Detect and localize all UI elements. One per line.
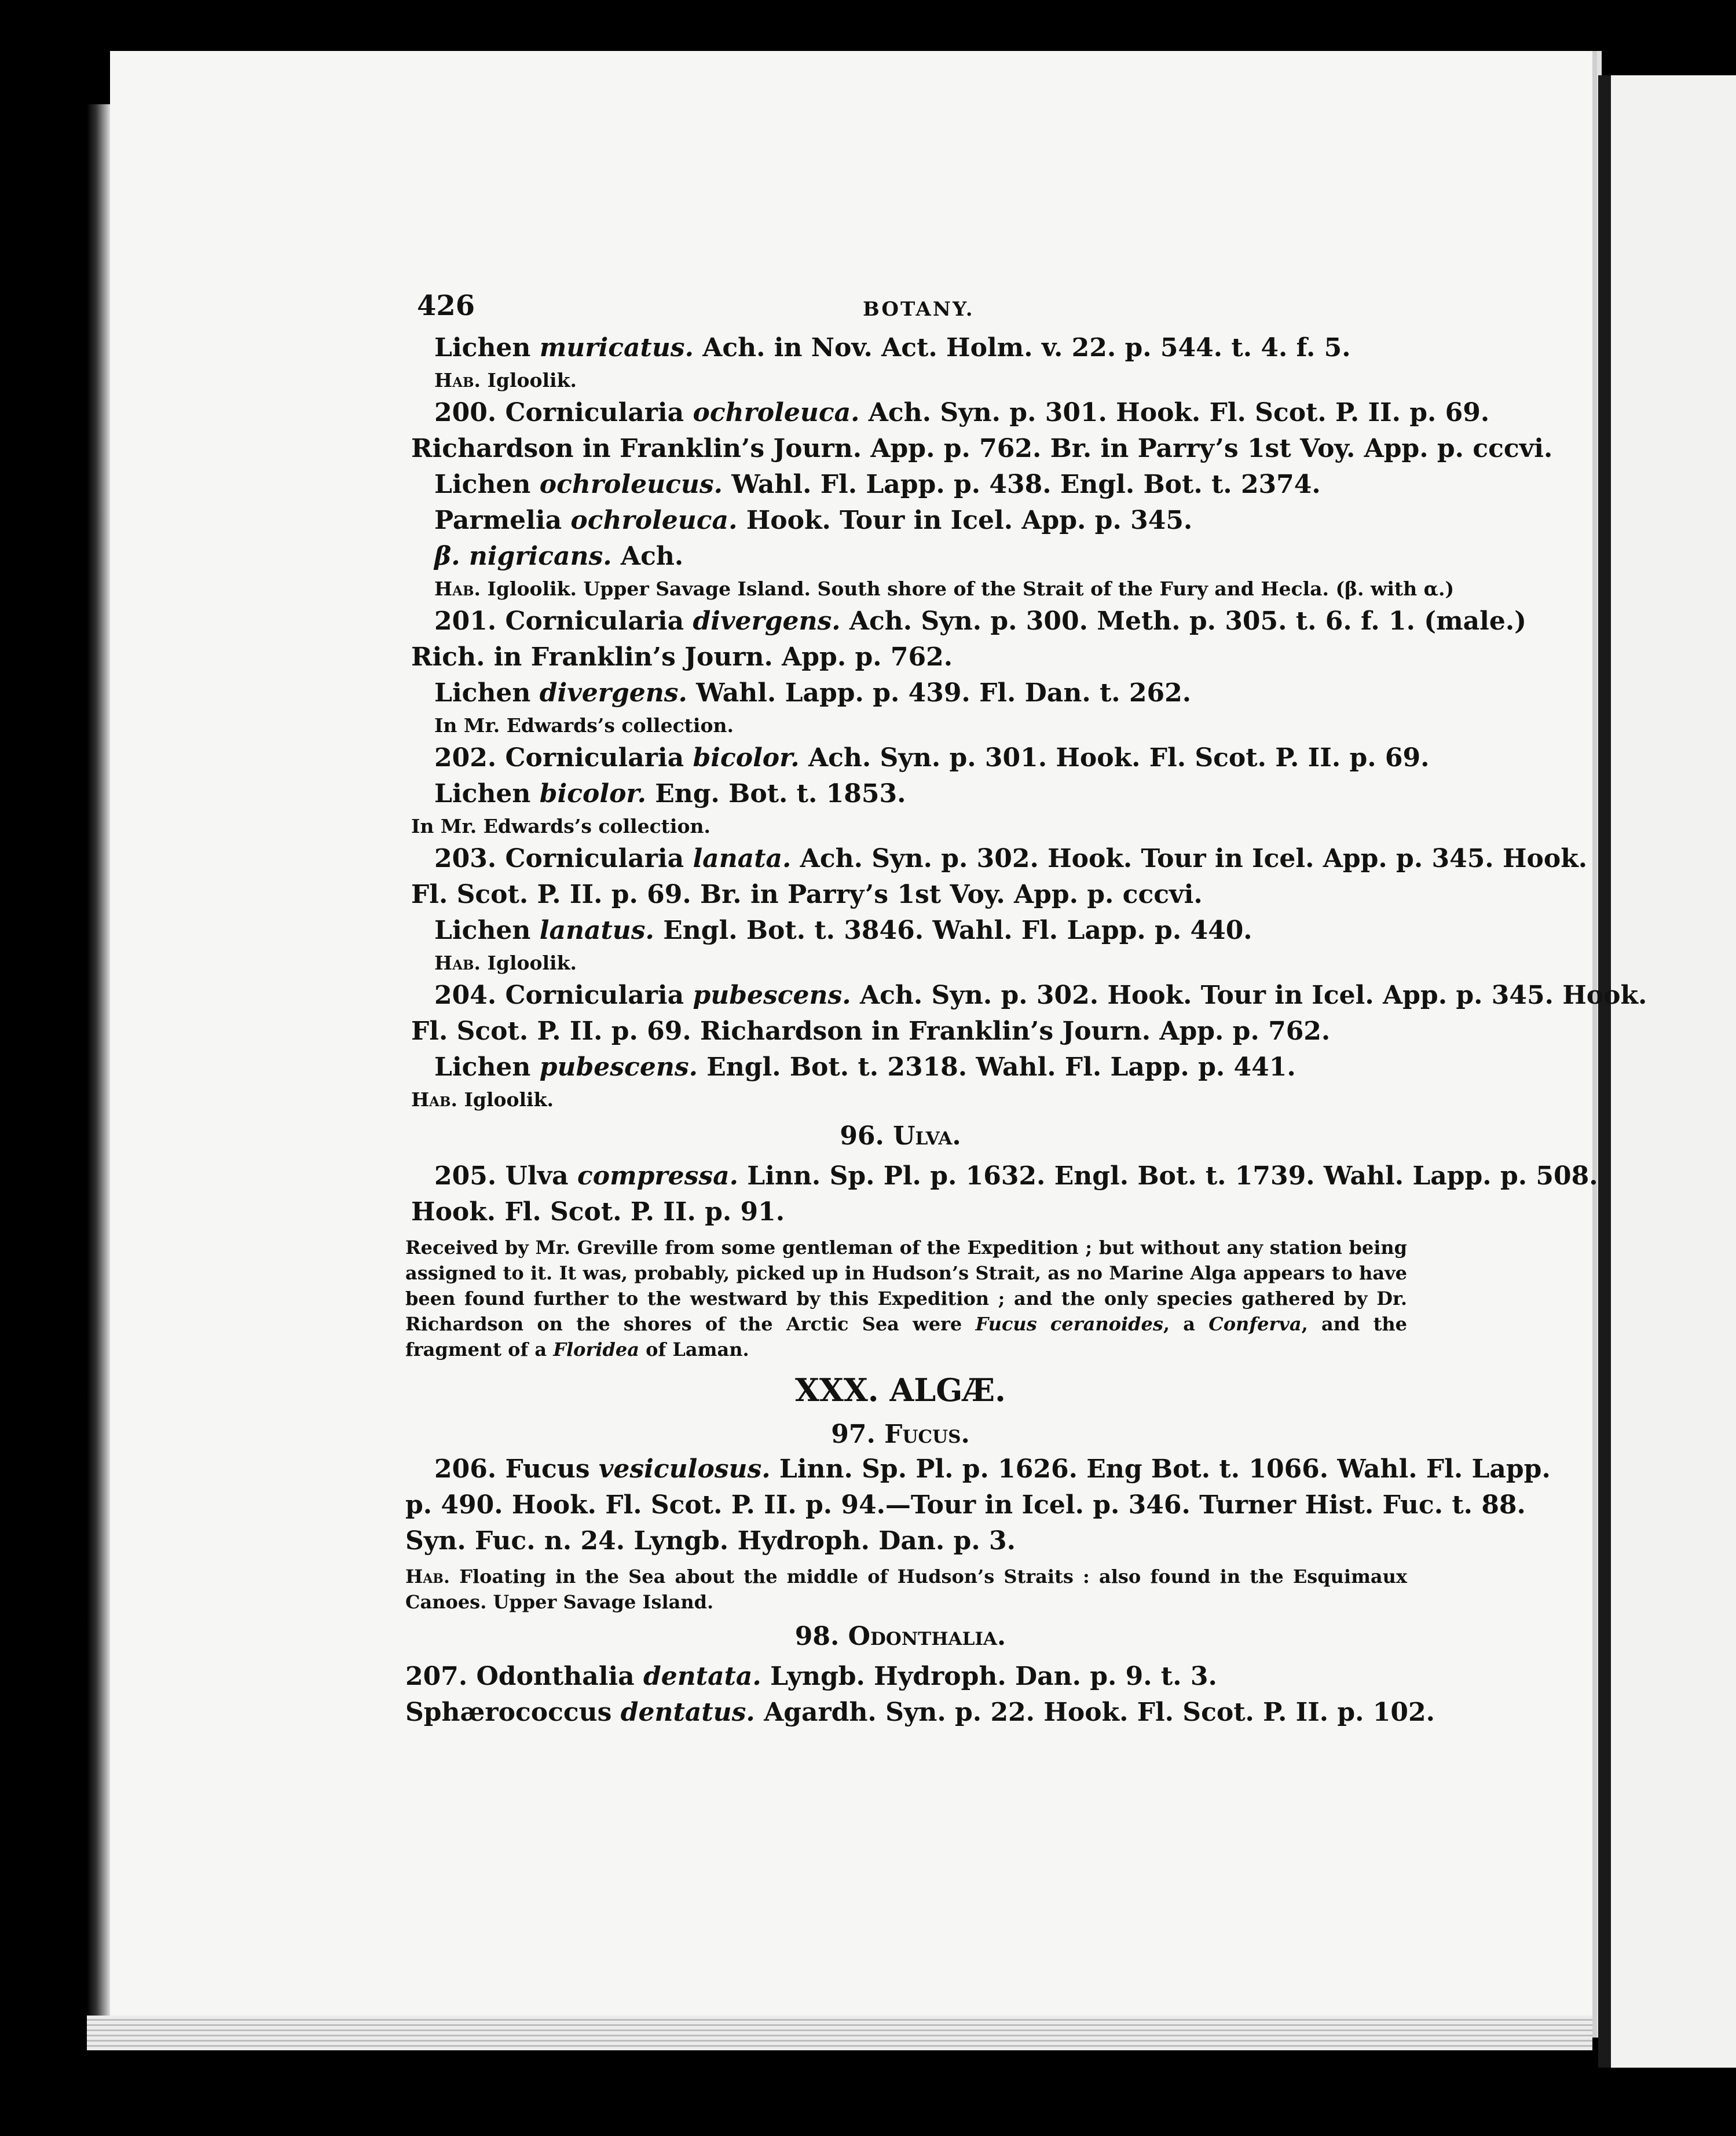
page-number: 426 [417,290,475,322]
book-gutter-shadow [87,104,110,2027]
fucus-habitat: Hab. Floating in the Sea about the middle of Hudson’s Straits : also found in the Esquimaux Canoes. Upper Savage Island. [405,1566,1407,1613]
entry-line: Lichen divergens. Wahl. Lapp. p. 439. Fl. Dan. t. 262. [434,678,1192,708]
entry-line: Lichen bicolor. Eng. Bot. t. 1853. [434,779,906,809]
ulva-note: Received by Mr. Greville from some gentleman of the Expedition ; but without any station being assigned to it. It was, probably, picked up in Hudson’s Strait, as no Marine Alga appears to have been found further to the westward by this Expedition ; and the only species gathered by Dr. Richardson on the shores of the Arctic Sea were Fucus ceranoides, a Conferva, and the fragment of a Floridea of Laman. [405,1237,1408,1360]
entry-line: 201. Cornicularia divergens. Ach. Syn. p. 300. Meth. p. 305. t. 6. f. 1. (male.) [434,606,1526,636]
habitat-line: Hab. Igloolik. Upper Savage Island. South shore of the Strait of the Fury and Hecla. (β. with α.) [434,577,1455,600]
page-header [394,290,1407,330]
entry-line: 200. Cornicularia ochroleuca. Ach. Syn. p. 301. Hook. Fl. Scot. P. II. p. 69. [434,398,1490,427]
collection-note: In Mr. Edwards’s collection. [411,815,710,837]
entry-line: Hook. Fl. Scot. P. II. p. 91. [411,1197,785,1227]
page-content [394,290,1647,1731]
entry-line: Fl. Scot. P. II. p. 69. Br. in Parry’s 1st Voy. App. p. cccvi. [411,880,1203,909]
entry-line: 202. Cornicularia bicolor. Ach. Syn. p. 301. Hook. Fl. Scot. P. II. p. 69. [434,743,1430,773]
habitat-line: Hab. Igloolik. [411,1088,554,1111]
order-heading-algae: XXX. ALGÆ. [795,1371,1006,1409]
entry-line: 204. Cornicularia pubescens. Ach. Syn. p. 302. Hook. Tour in Icel. App. p. 345. Hook. [434,981,1647,1010]
running-title: BOTANY. [863,298,975,321]
collection-note: In Mr. Edwards’s collection. [434,714,734,737]
page-stack-edges [87,2016,1592,2050]
entry-line: Richardson in Franklin’s Journ. App. p. 762. Br. in Parry’s 1st Voy. App. p. cccvi. [411,434,1553,463]
entry-line: 207. Odonthalia dentata. Lyngb. Hydroph. Dan. p. 9. t. 3. [405,1662,1217,1691]
genus-heading-odonthalia: 98. Odonthalia. [794,1622,1006,1651]
habitat-line: Hab. Igloolik. [434,952,577,974]
entry-line: Fl. Scot. P. II. p. 69. Richardson in Franklin’s Journ. App. p. 762. [411,1016,1331,1046]
entry-line: Lichen pubescens. Engl. Bot. t. 2318. Wahl. Fl. Lapp. p. 441. [434,1052,1296,1082]
entry-line: p. 490. Hook. Fl. Scot. P. II. p. 94.—Tour in Icel. p. 346. Turner Hist. Fuc. t. 88. [405,1490,1526,1520]
entry-line: Rich. in Franklin’s Journ. App. p. 762. [411,642,953,672]
entry-line: Lichen ochroleucus. Wahl. Fl. Lapp. p. 438. Engl. Bot. t. 2374. [434,470,1321,499]
habitat-line: Hab. Igloolik. [434,369,577,392]
book-page-right-edge [1598,75,1736,2068]
entry-line: 206. Fucus vesiculosus. Linn. Sp. Pl. p. 1626. Eng Bot. t. 1066. Wahl. Fl. Lapp. [434,1454,1551,1484]
entry-line: Sphærococcus dentatus. Agardh. Syn. p. 22. Hook. Fl. Scot. P. II. p. 102. [405,1698,1435,1727]
genus-heading-ulva: 96. Ulva. [840,1121,961,1151]
entry-line: Lichen muricatus. Ach. in Nov. Act. Holm. v. 22. p. 544. t. 4. f. 5. [434,333,1351,363]
entry-line: Parmelia ochroleuca. Hook. Tour in Icel. App. p. 345. [434,506,1193,535]
entry-line: 205. Ulva compressa. Linn. Sp. Pl. p. 1632. Engl. Bot. t. 1739. Wahl. Lapp. p. 508. [434,1161,1598,1191]
entry-line: Lichen lanatus. Engl. Bot. t. 3846. Wahl. Fl. Lapp. p. 440. [434,916,1252,945]
entry-line: 203. Cornicularia lanata. Ach. Syn. p. 302. Hook. Tour in Icel. App. p. 345. Hook. [434,844,1588,873]
genus-heading-fucus: 97. Fucus. [831,1420,970,1449]
entry-line: Syn. Fuc. n. 24. Lyngb. Hydroph. Dan. p. 3. [405,1526,1016,1556]
entry-line: β. nigricans. Ach. [434,542,684,571]
